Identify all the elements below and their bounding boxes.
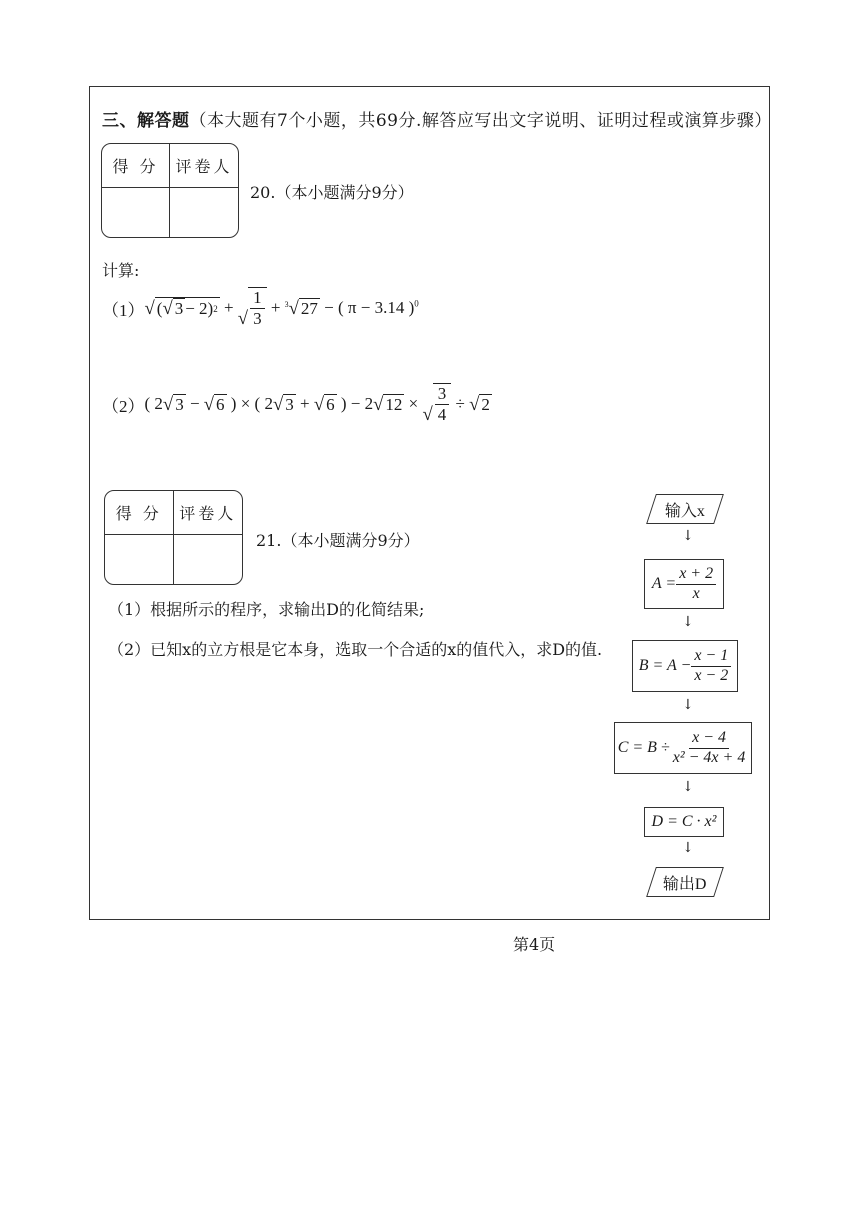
section-note: （本大题有7个小题，共69分.解答应写出文字说明、证明过程或演算步骤） (189, 111, 772, 131)
cube-root: $^3$√ 27 (284, 297, 318, 319)
q20-prompt: 计算: (102, 261, 140, 280)
q21-title: 21.（本小题满分9分） (256, 531, 420, 550)
flow-step-d: D = C · x² (644, 807, 724, 837)
section-title: 三、解答题 (102, 111, 190, 131)
flow-output: 输出D (646, 867, 724, 897)
score-header: 得 分 (102, 144, 170, 188)
score-table-q20 (101, 143, 239, 238)
score-cell (105, 535, 174, 584)
q20-part1-label: （1） (102, 300, 145, 320)
arrow-down-icon: ↓ (682, 697, 694, 713)
q21-part2: （2）已知x的立方根是它本身，选取一个合适的x的值代入，求D的值. (108, 640, 603, 659)
page-number: 第4页 (513, 935, 556, 954)
grader-cell (174, 535, 243, 584)
q20-title: 20.（本小题满分9分） (250, 183, 414, 202)
radical-fraction: √ $\frac{1}{3}$ (238, 287, 267, 328)
arrow-down-icon: ↓ (682, 614, 694, 630)
arrow-down-icon: ↓ (682, 840, 694, 856)
grader-header: 评卷人 (174, 491, 243, 535)
grader-cell (170, 188, 238, 237)
arrow-down-icon: ↓ (682, 779, 694, 795)
q21-part1: （1）根据所示的程序，求输出D的化简结果; (108, 600, 425, 619)
grader-header: 评卷人 (170, 144, 238, 188)
arrow-down-icon: ↓ (682, 528, 694, 544)
q20-part1-expression: （1） √ ( √ 3 − 2) 2 + √ $\frac{1}{3}$ + $^3$√ 27 − ( π − 3.14 )$^0$ (102, 288, 419, 329)
q20-part2-label: （2） (102, 396, 145, 416)
flow-step-a: A = $\frac{x + 2}{x}$ (644, 559, 724, 609)
flow-input: 输入x (646, 494, 724, 524)
radical-outer: √ ( √ 3 − 2) 2 (144, 298, 218, 320)
q20-part2-expression: （2） ( 2 √ 3 − √ 6 ) × ( 2 √ 3 + √ 6 ) − 2 √ 12 × √ $\frac{3}{4}$ ÷ √ 2 (102, 384, 490, 425)
score-table-q21 (104, 490, 243, 585)
flow-step-c: C = B ÷ $\frac{x - 4}{\text{x² − 4x + 4}}$ (614, 722, 752, 774)
flow-step-b: B = A − $\frac{x - 1}{x - 2}$ (632, 640, 738, 692)
score-cell (102, 188, 170, 237)
section-heading (102, 106, 772, 131)
score-header: 得 分 (105, 491, 174, 535)
